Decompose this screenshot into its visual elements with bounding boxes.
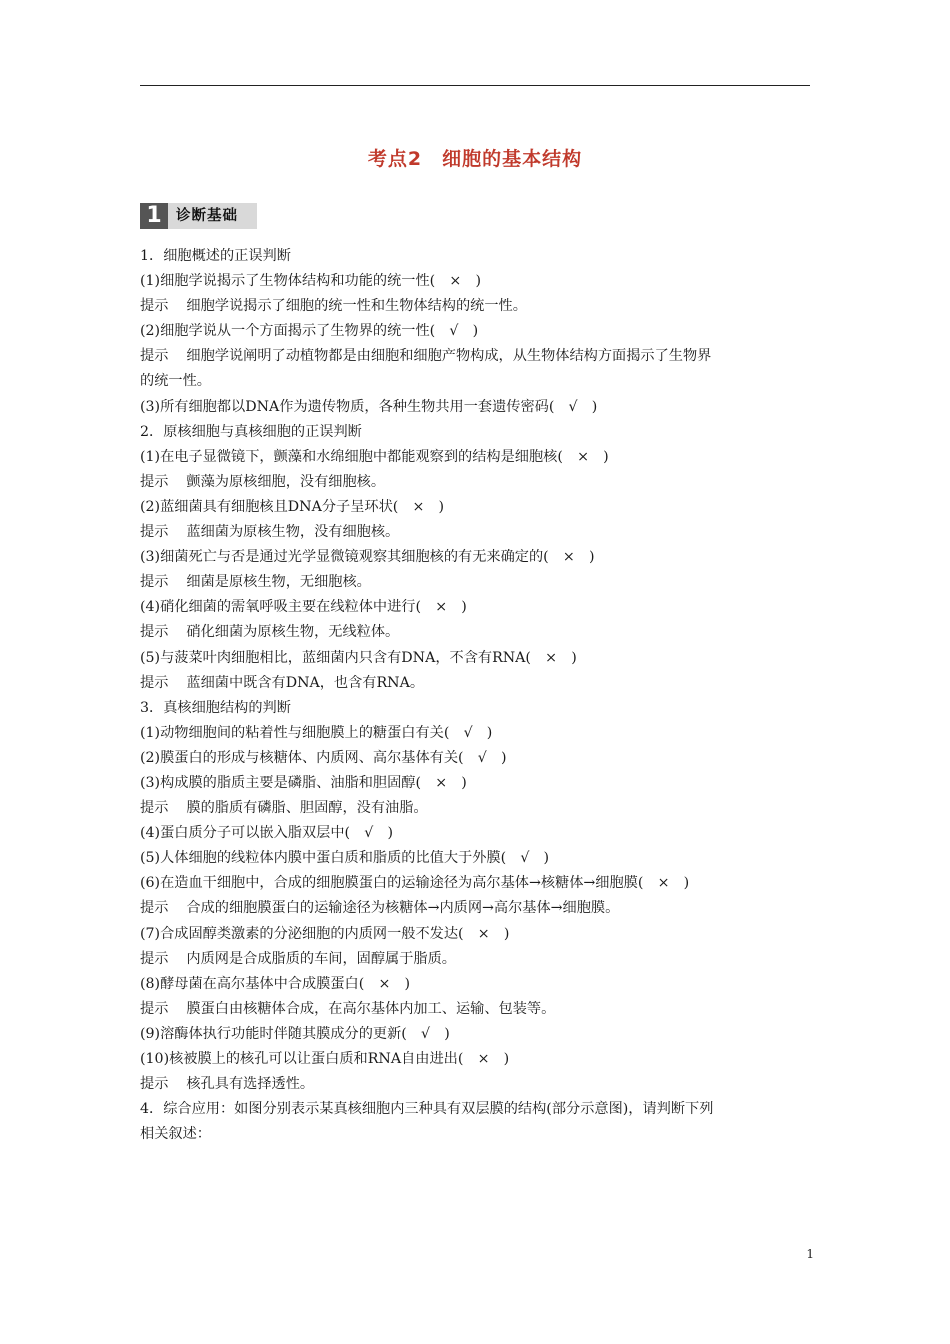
hint-label: 提示 [140,624,169,641]
hint-line [140,520,812,545]
question-line: (7)合成固醇类激素的分泌细胞的内质网一般不发达( × ) [140,925,510,942]
hint-text: 合成的细胞膜蛋白的运输途径为核糖体→内质网→高尔基体→细胞膜。 [186,900,620,917]
question-line: 2．原核细胞与真核细胞的正误判断 [140,423,362,440]
hint-text: 颤藻为原核细胞，没有细胞核。 [186,473,386,490]
hint-line [140,997,812,1022]
question-line: (4)硝化细菌的需氧呼吸主要在线粒体中进行( × ) [140,599,467,616]
hint-text: 膜蛋白由核糖体合成，在高尔基体内加工、运输、包装等。 [186,1000,556,1017]
hint-label: 提示 [140,348,169,365]
hint-text: 蓝细菌中既含有DNA，也含有RNA。 [186,674,425,691]
hint-label: 提示 [140,524,169,541]
question-line: (10)核被膜上的核孔可以让蛋白质和RNA自由进出( × ) [140,1051,510,1067]
hint-line [140,671,812,696]
hint-line [140,620,812,645]
section-number: 1 [140,203,168,229]
section-badge [140,203,257,229]
question-line: (2)蓝细菌具有细胞核且DNA分子呈环状( × ) [140,498,445,515]
page-title: 考点2 细胞的基本结构 [367,148,583,170]
question-line: (2)膜蛋白的形成与核糖体、内质网、高尔基体有关( √ ) [140,749,507,766]
question-line: (3)细菌死亡与否是通过光学显微镜观察其细胞核的有无来确定的( × ) [140,549,595,566]
hint-text: 蓝细菌为原核生物，没有细胞核。 [186,524,400,541]
hint-label: 提示 [140,574,169,591]
hint-label: 提示 [140,473,169,490]
hint-label: 提示 [140,298,169,315]
hint-text: 细菌是原核生物，无细胞核。 [186,574,371,591]
hint-text: 细胞学说阐明了动植物都是由细胞和细胞产物构成，从生物体结构方面揭示了生物界 [186,348,712,365]
hint-label: 提示 [140,950,169,967]
question-line: (3)所有细胞都以DNA作为遗传物质，各种生物共用一套遗传密码( √ ) [140,398,598,415]
page-number: 1 [806,1247,814,1261]
question-line: 相关叙述： [140,1126,211,1143]
question-line: (2)细胞学说从一个方面揭示了生物界的统一性( √ ) [140,323,479,340]
hint-label: 提示 [140,1000,169,1017]
header-rule [140,85,810,86]
hint-text: 核孔具有选择透性。 [186,1076,315,1093]
hint-line [140,947,812,972]
question-line: 的统一性。 [140,373,211,390]
question-line: (1)动物细胞间的粘着性与细胞膜上的糖蛋白有关( √ ) [140,724,493,741]
hint-text: 硝化细菌为原核生物，无线粒体。 [186,624,400,641]
question-line: (5)人体细胞的线粒体内膜中蛋白质和脂质的比值大于外膜( √ ) [140,850,550,867]
question-line: (9)溶酶体执行功能时伴随其膜成分的更新( √ ) [140,1025,450,1042]
question-line: (8)酵母菌在高尔基体中合成膜蛋白( × ) [140,975,411,992]
hint-text: 膜的脂质有磷脂、胆固醇，没有油脂。 [186,800,428,817]
hint-label: 提示 [140,1076,169,1093]
hint-label: 提示 [140,674,169,691]
hint-text: 内质网是合成脂质的车间，固醇属于脂质。 [186,950,456,967]
hint-line [140,294,812,319]
question-line: (3)构成膜的脂质主要是磷脂、油脂和胆固醇( × ) [140,774,467,791]
document-body [140,244,812,1147]
section-label: 诊断基础 [176,208,238,224]
question-line: (5)与菠菜叶肉细胞相比，蓝细菌内只含有DNA，不含有RNA( × ) [140,649,577,666]
question-line: (4)蛋白质分子可以嵌入脂双层中( √ ) [140,825,394,842]
hint-text: 细胞学说揭示了细胞的统一性和生物体结构的统一性。 [186,298,527,315]
hint-line [140,1072,812,1097]
question-line: (1)细胞学说揭示了生物体结构和功能的统一性( × ) [140,273,481,290]
question-line: 3．真核细胞结构的判断 [140,699,291,716]
hint-line [140,470,812,495]
hint-line [140,570,812,595]
question-line: (6)在造血干细胞中，合成的细胞膜蛋白的运输途径为高尔基体→核糖体→细胞膜( × ) [140,875,690,892]
hint-line [140,796,812,821]
question-line: 1．细胞概述的正误判断 [140,248,291,264]
question-line: 4．综合应用：如图分别表示某真核细胞内三种具有双层膜的结构(部分示意图)，请判断下列 [140,1101,714,1118]
question-line: (1)在电子显微镜下，颤藻和水绵细胞中都能观察到的结构是细胞核( × ) [140,448,609,465]
hint-label: 提示 [140,900,169,917]
hint-line [140,344,812,369]
hint-line [140,896,812,921]
hint-label: 提示 [140,800,169,817]
